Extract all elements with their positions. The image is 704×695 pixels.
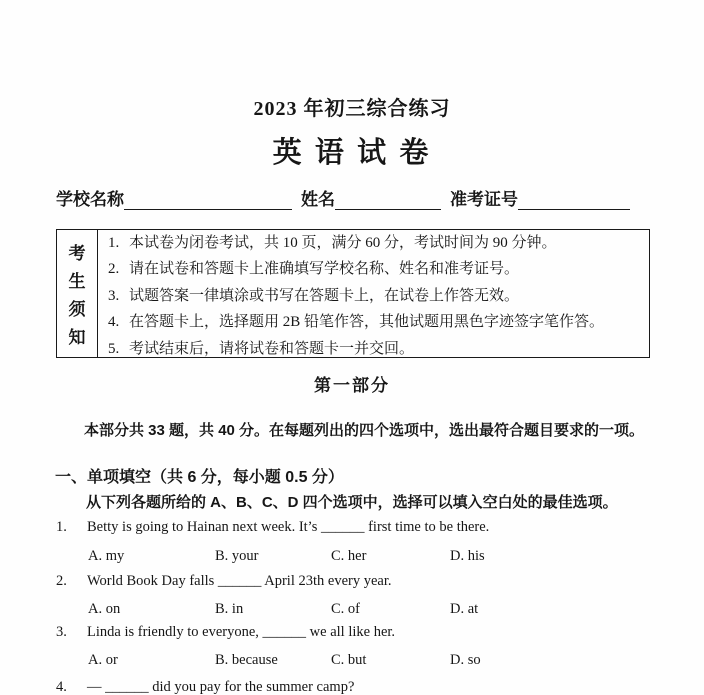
- notice-side-char: 生: [68, 271, 86, 291]
- notice-item: [108, 230, 649, 256]
- question-number: 3.: [56, 624, 67, 640]
- exam-title: 英 语 试 卷: [272, 137, 432, 169]
- option-a: A. on: [88, 601, 121, 617]
- option-a: A. or: [88, 652, 118, 668]
- question-stem: — ______ did you pay for the summer camp?: [87, 679, 355, 695]
- option-b: B. your: [215, 548, 259, 564]
- exam-subtitle: 2023 年初三综合练习: [253, 98, 451, 120]
- school-name-label: 学校名称: [56, 190, 124, 209]
- notice-item-text: 在答题卡上，选择题用 2B 铅笔作答，其他试题用黑色字迹签字笔作答。: [129, 314, 605, 331]
- option-a: A. my: [88, 548, 125, 564]
- option-c: C. of: [331, 601, 360, 617]
- option-b: B. in: [215, 601, 244, 617]
- question-stem: World Book Day falls ______ April 23th every year.: [87, 573, 392, 589]
- notice-side-char: 考: [68, 243, 86, 263]
- notice-item-text: 试题答案一律填涂或书写在答题卡上，在试卷上作答无效。: [129, 287, 520, 304]
- part1-intro: 本部分共 33 题，共 40 分。在每题列出的四个选项中，选出最符合题目要求的一项。: [84, 422, 645, 439]
- candidate-notice-list: [98, 230, 649, 357]
- admission-number-blank: [518, 190, 630, 210]
- notice-item-text: 请在试卷和答题卡上准确填写学校名称、姓名和准考证号。: [129, 261, 520, 278]
- section1-instruction: 从下列各题所给的 A、B、C、D 四个选项中，选择可以填入空白处的最佳选项。: [86, 494, 618, 511]
- student-name-blank: [335, 190, 441, 210]
- notice-side-char: 须: [68, 300, 86, 320]
- question-number: 4.: [56, 679, 67, 695]
- notice-item-number: 2.: [108, 261, 120, 278]
- notice-item-number: 3.: [108, 287, 120, 304]
- option-b: B. because: [215, 652, 278, 668]
- question-row: [56, 517, 684, 537]
- option-d: D. his: [450, 548, 485, 564]
- question-options-row: [88, 546, 684, 566]
- question-number: 2.: [56, 573, 67, 589]
- part1-heading: 第一部分: [314, 376, 390, 395]
- notice-item-number: 4.: [108, 314, 120, 331]
- option-c: C. but: [331, 652, 367, 668]
- candidate-notice-box: [56, 229, 650, 358]
- notice-item: [108, 336, 649, 362]
- admission-number-label: 准考证号: [450, 190, 518, 209]
- question-options-row: [88, 599, 684, 619]
- question-options-row: [88, 650, 684, 670]
- question-stem: Betty is going to Hainan next week. It’s ______ first time to be there.: [87, 519, 490, 535]
- section1-heading: 一、单项填空（共 6 分，每小题 0.5 分）: [55, 469, 344, 486]
- student-info-row: [56, 185, 630, 210]
- student-name-label: 姓名: [301, 190, 335, 209]
- question-row: [56, 622, 684, 642]
- question-stem: Linda is friendly to everyone, ______ we all like her.: [87, 624, 396, 640]
- option-d: D. so: [450, 652, 481, 668]
- question-row: [56, 571, 684, 591]
- option-d: D. at: [450, 601, 479, 617]
- notice-side-char: 知: [68, 328, 86, 348]
- school-name-blank: [124, 190, 292, 210]
- candidate-notice-side-label: [57, 230, 98, 357]
- notice-item: [108, 309, 649, 335]
- notice-item-number: 5.: [108, 340, 120, 357]
- notice-item: [108, 283, 649, 309]
- notice-item-number: 1.: [108, 235, 120, 251]
- notice-item-text: 考试结束后，请将试卷和答题卡一并交回。: [129, 340, 415, 357]
- notice-item-text: 本试卷为闭卷考试，共 10 页，满分 60 分，考试时间为 90 分钟。: [129, 235, 557, 251]
- option-c: C. her: [331, 548, 367, 564]
- notice-item: [108, 256, 649, 282]
- question-row: [56, 677, 684, 695]
- question-number: 1.: [56, 519, 67, 535]
